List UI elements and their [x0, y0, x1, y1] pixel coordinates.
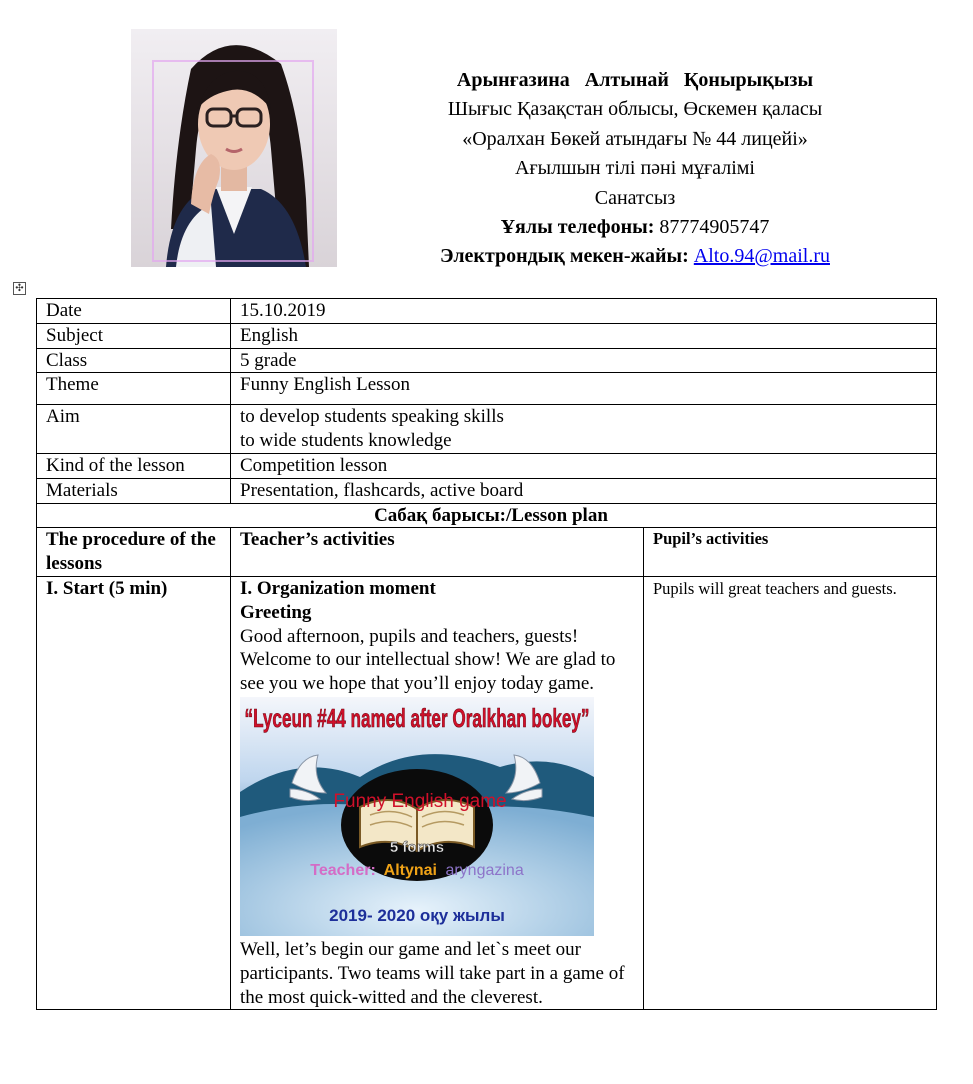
author-school: «Оралхан Бөкей атындағы № 44 лицейі» — [462, 127, 808, 150]
aim-line: to develop students speaking skills — [240, 406, 504, 428]
table-header-row — [37, 528, 937, 577]
row-label: Class — [37, 348, 231, 373]
table-row — [37, 373, 937, 405]
table-row — [37, 348, 937, 373]
row-value: Presentation, flashcards, active board — [231, 478, 937, 503]
row-value: English — [231, 323, 937, 348]
row-value — [231, 405, 937, 454]
author-position: Ағылшын тілі пәні мұғалімі — [515, 157, 755, 180]
stage-heading: I. Organization moment — [240, 577, 436, 599]
teacher-activity — [231, 576, 644, 1009]
phone-value: 87774905747 — [654, 216, 770, 239]
email-link[interactable]: Alto.94@mail.ru — [693, 245, 830, 268]
row-value: Competition lesson — [231, 453, 937, 478]
banner-top-text: “Lyceun #44 named after Oralkhan bokey” — [244, 702, 590, 733]
row-value: Funny English Lesson — [231, 373, 937, 405]
row-value: 15.10.2019 — [231, 299, 937, 324]
phone-label: Ұялы телефоны: — [500, 216, 655, 239]
aim-line: to wide students knowledge — [240, 430, 452, 452]
banner-teacher-label: Teacher: — [310, 861, 376, 879]
banner-teacher-surname: aryngazina — [445, 861, 524, 879]
banner-forms: 5 forms — [389, 838, 445, 856]
lesson-table — [36, 298, 937, 1010]
banner-teacher-line — [310, 862, 524, 879]
move-cross-icon[interactable]: ✣ — [13, 282, 26, 295]
row-label: Aim — [37, 405, 231, 454]
table-row — [37, 503, 937, 528]
author-name: Арынғазина Алтынай Қонырықызы — [456, 69, 814, 91]
plan-title: Сабақ барысы:/Lesson plan — [37, 503, 937, 528]
table-row — [37, 576, 937, 1009]
row-value: 5 grade — [231, 348, 937, 373]
stage-name: I. Start (5 min) — [37, 576, 231, 1009]
stage-subheading: Greeting — [240, 601, 312, 623]
game-banner-image — [240, 697, 594, 936]
row-label: Kind of the lesson — [37, 453, 231, 478]
column-header-pupil: Pupil’s activities — [644, 528, 937, 577]
pupil-activity: Pupils will great teachers and guests. — [644, 576, 937, 1009]
banner-teacher-name: Altynai — [383, 861, 437, 879]
row-label: Subject — [37, 323, 231, 348]
row-label: Materials — [37, 478, 231, 503]
author-region: Шығыс Қазақстан облысы, Өскемен қаласы — [447, 98, 823, 121]
author-category: Санатсыз — [594, 186, 676, 209]
row-label: Date — [37, 299, 231, 324]
column-header-procedure: The procedure of the lessons — [37, 528, 231, 577]
table-row — [37, 453, 937, 478]
author-photo — [131, 29, 337, 267]
continue-text: Well, let’s begin our game and let`s meet our participants. Two teams will take part in a game of the most quick-witted and the cleverest. — [240, 938, 625, 1008]
author-email — [375, 242, 895, 271]
email-label: Электрондық мекен-жайы: — [440, 245, 689, 268]
row-label: Theme — [37, 373, 231, 405]
author-phone — [375, 213, 895, 242]
greeting-text: Good afternoon, pupils and teachers, guests! Welcome to our intellectual show! We are glad to see you we hope that you’ll enjoy today game. — [240, 625, 616, 695]
table-row — [37, 405, 937, 454]
banner-year: 2019- 2020 оқу жылы — [329, 905, 505, 925]
banner-game-title: Funny English game — [333, 790, 507, 812]
table-row — [37, 299, 937, 324]
table-row — [37, 478, 937, 503]
column-header-teacher: Teacher’s activities — [231, 528, 644, 577]
author-info — [375, 66, 895, 272]
table-row — [37, 323, 937, 348]
